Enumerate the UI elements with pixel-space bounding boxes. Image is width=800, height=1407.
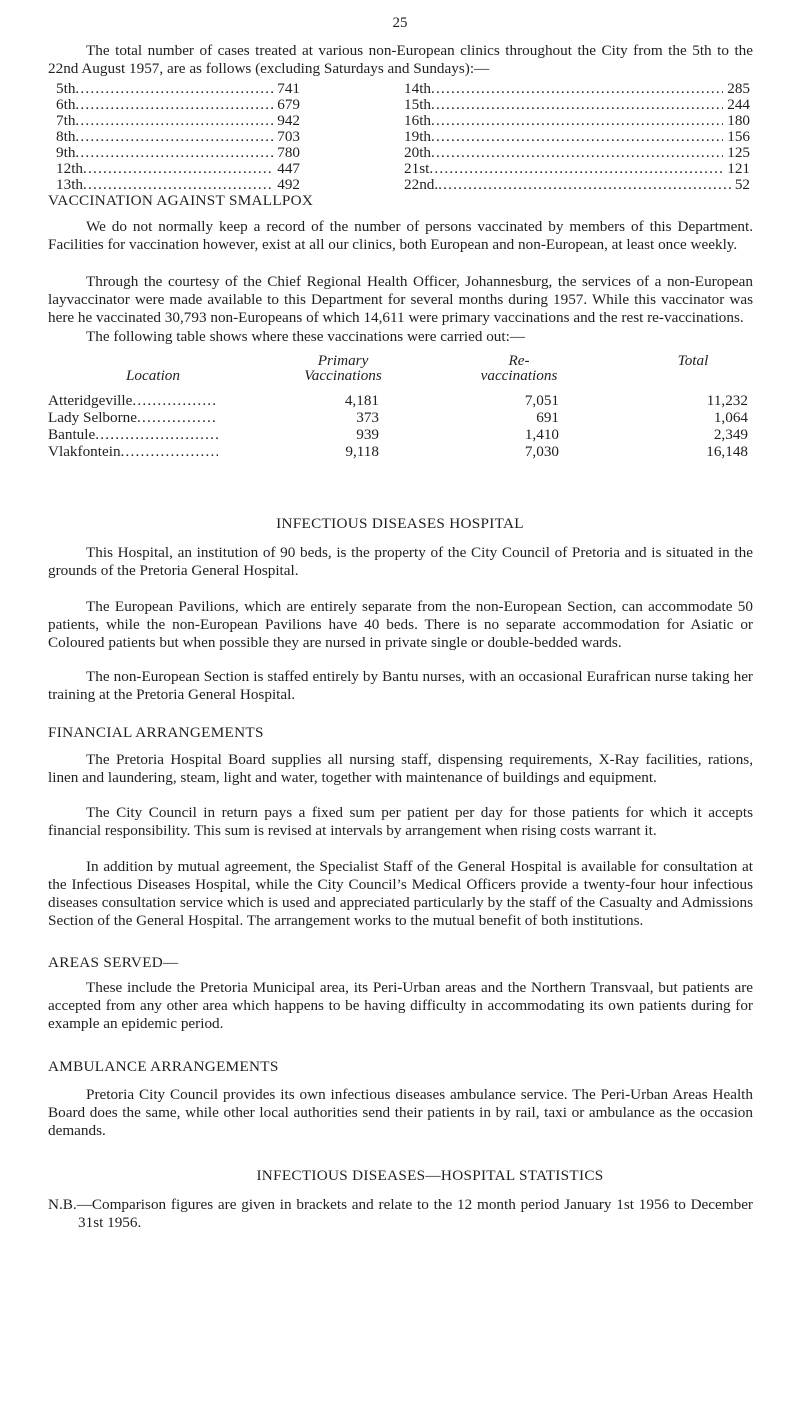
hospital-paragraph-3: The non-European Section is staffed entirely by Bantu nurses, with an occasional Eurafrican nurse taking her training at the Pretoria General Hospital. <box>48 668 753 703</box>
vaccination-table <box>48 352 748 482</box>
page-number: 25 <box>392 15 408 31</box>
vaccination-paragraph-2: Through the courtesy of the Chief Regional Health Officer, Johannesburg, the services of a non-European layvaccinator were made available to this Department for several months during 1957. While this vaccinator was here he vaccinated 30,793 non-Europeans of which 14,611 were primary vaccinations and the rest re-vaccinations. <box>48 273 753 326</box>
clinic-case-count: 180 <box>727 112 750 129</box>
vt-total-value: 1,064 <box>713 409 748 426</box>
vt-primary-value: 373 <box>356 409 379 426</box>
clinic-case-count: 156 <box>727 128 750 145</box>
dot-leader <box>431 97 723 113</box>
vt-re-value: 7,030 <box>524 443 559 460</box>
vt-re-value: 7,051 <box>524 392 559 409</box>
vt-primary-value: 939 <box>356 426 379 443</box>
vt-location-cell <box>48 443 218 460</box>
dot-leader <box>132 392 218 409</box>
clinic-day-label: 19th <box>404 128 432 145</box>
clinic-day-label: 8th <box>56 128 76 145</box>
vt-row <box>48 426 748 443</box>
clinic-cases-row <box>404 113 750 129</box>
dot-leader <box>438 177 731 193</box>
dot-leader <box>83 177 273 193</box>
clinic-cases-row <box>56 177 300 193</box>
vt-location: Vlakfontein <box>48 443 121 460</box>
vt-row <box>48 443 748 460</box>
vt-total-value: 11,232 <box>706 392 748 409</box>
financial-paragraph-1: The Pretoria Hospital Board supplies all nursing staff, dispensing requirements, X-Ray facilities, rations, linen and laundering, steam, light and water, together with maintenance of buildings and equipment. <box>48 751 753 786</box>
dot-leader <box>431 81 723 97</box>
dot-leader <box>431 129 723 145</box>
vt-total-value: 16,148 <box>706 443 748 460</box>
clinic-case-count: 125 <box>727 144 750 161</box>
hospital-paragraph-2: The European Pavilions, which are entirely separate from the non-European Section, can accommodate 50 patients, while the non-European Pavilions have 40 beds. There is no separate accommodation for Asiatic or Coloured patients but when possible they are nursed in private single or double-bedded wards. <box>48 598 753 651</box>
clinic-case-count: 942 <box>277 112 300 129</box>
clinic-day-label: 21st <box>404 160 430 177</box>
clinic-case-count: 244 <box>727 96 750 113</box>
clinic-day-label: 15th <box>404 96 432 113</box>
clinic-day-label: 16th <box>404 112 432 129</box>
clinic-cases-row <box>56 145 300 161</box>
ambulance-paragraph-1: Pretoria City Council provides its own infectious diseases ambulance service. The Peri-Urban Areas Health Board does the same, while other local authorities send their patients in by rail, taxi or ambulance as the occasion demands. <box>48 1086 753 1139</box>
vt-row <box>48 409 748 426</box>
dot-leader <box>75 81 273 97</box>
vt-primary-value: 9,118 <box>345 443 379 460</box>
vt-primary-value: 4,181 <box>344 392 379 409</box>
financial-paragraph-3: In addition by mutual agreement, the Specialist Staff of the General Hospital is available for consultation at the Infectious Diseases Hospital, while the City Council’s Medical Officers provide a twenty-four hour infectious diseases consultation service which is used and appreciated particularly by the staff of the Casualty and Admissions Section of the General Hospital. The arrangement works to the mutual benefit of both institutions. <box>48 858 753 929</box>
vt-header-re-2: vaccinations <box>480 367 558 384</box>
vaccination-paragraph-1: We do not normally keep a record of the number of persons vaccinated by members of this Department. Facilities for vaccination however, exist at all our clinics, both European and non-European, at least once weekly. <box>48 218 753 253</box>
areas-paragraph-1: These include the Pretoria Municipal area, its Peri-Urban areas and the Northern Transvaal, but patients are accepted from any other area which happens to be having difficulty in accommodating its own patients during for example an epidemic period. <box>48 979 753 1032</box>
financial-heading: FINANCIAL ARRANGEMENTS <box>48 724 264 741</box>
clinic-case-count: 52 <box>734 176 750 193</box>
clinic-cases-list-left <box>56 81 300 193</box>
clinic-case-count: 285 <box>727 80 750 97</box>
vaccination-heading: VACCINATION AGAINST SMALLPOX <box>48 192 314 209</box>
vt-re-value: 1,410 <box>524 426 559 443</box>
dot-leader <box>83 161 273 177</box>
vaccination-paragraph-3: The following table shows where these vaccinations were carried out:— <box>86 328 526 345</box>
clinic-cases-row <box>404 161 750 177</box>
ambulance-heading: AMBULANCE ARRANGEMENTS <box>48 1058 279 1075</box>
clinic-case-count: 492 <box>277 176 300 193</box>
financial-paragraph-2: The City Council in return pays a fixed sum per patient per day for those patients for which it accepts financial responsibility. This sum is revised at intervals by arrangement when rising costs warrant it. <box>48 804 753 839</box>
clinic-case-count: 780 <box>277 144 300 161</box>
dot-leader <box>75 97 273 113</box>
clinic-day-label: 5th <box>56 80 76 97</box>
dot-leader <box>75 113 273 129</box>
clinic-cases-row <box>56 129 300 145</box>
hospital-paragraph-1: This Hospital, an institution of 90 beds, is the property of the City Council of Pretoria and is situated in the grounds of the Pretoria General Hospital. <box>48 544 753 579</box>
clinic-day-label: 20th <box>404 144 432 161</box>
dot-leader <box>75 145 273 161</box>
clinic-case-count: 679 <box>277 96 300 113</box>
vt-row <box>48 392 748 409</box>
clinic-cases-row <box>56 97 300 113</box>
clinic-cases-row <box>404 129 750 145</box>
dot-leader <box>75 129 273 145</box>
clinic-cases-row <box>404 97 750 113</box>
clinic-day-label: 13th <box>56 176 84 193</box>
clinic-case-count: 741 <box>277 80 300 97</box>
vt-header-total: Total <box>677 352 709 369</box>
dot-leader <box>431 113 723 129</box>
vt-location-cell <box>48 392 218 409</box>
vt-header-primary-1: Primary <box>317 352 369 369</box>
clinic-cases-row <box>56 113 300 129</box>
statistics-note: N.B.—Comparison figures are given in brackets and relate to the 12 month period January 1st 1956 to December 31st 1956. <box>48 1196 753 1231</box>
clinic-day-label: 6th <box>56 96 76 113</box>
dot-leader <box>431 145 723 161</box>
hospital-heading: INFECTIOUS DISEASES HOSPITAL <box>276 515 524 532</box>
vt-location: Bantule <box>48 426 96 443</box>
vt-header-re-1: Re- <box>508 352 530 369</box>
clinic-cases-list-right <box>404 81 750 193</box>
clinic-case-count: 447 <box>277 160 300 177</box>
vt-header-location: Location <box>125 367 180 384</box>
vt-total-value: 2,349 <box>713 426 748 443</box>
dot-leader <box>137 409 218 426</box>
statistics-heading: INFECTIOUS DISEASES—HOSPITAL STATISTICS <box>256 1167 604 1184</box>
vt-location-cell <box>48 426 218 443</box>
dot-leader <box>95 426 218 443</box>
clinic-case-count: 121 <box>727 160 750 177</box>
vt-location-cell <box>48 409 218 426</box>
vt-location: Lady Selborne <box>48 409 137 426</box>
clinic-cases-intro: The total number of cases treated at various non-European clinics throughout the City from the 5th to the 22nd August 1957, are as follows (excluding Saturdays and Sundays):— <box>48 42 753 77</box>
dot-leader <box>429 161 723 177</box>
areas-heading: AREAS SERVED— <box>48 954 179 971</box>
clinic-cases-row <box>56 81 300 97</box>
clinic-day-label: 9th <box>56 144 76 161</box>
clinic-cases-row <box>56 161 300 177</box>
clinic-cases-row <box>404 81 750 97</box>
vt-location: Atteridgeville <box>48 392 133 409</box>
dot-leader <box>121 443 218 460</box>
clinic-case-count: 703 <box>277 128 300 145</box>
vt-re-value: 691 <box>536 409 559 426</box>
clinic-day-label: 12th <box>56 160 84 177</box>
clinic-day-label: 22nd. <box>404 176 439 193</box>
clinic-cases-row <box>404 177 750 193</box>
vt-header-primary-2: Vaccinations <box>304 367 382 384</box>
clinic-day-label: 14th <box>404 80 432 97</box>
clinic-day-label: 7th <box>56 112 76 129</box>
clinic-cases-row <box>404 145 750 161</box>
